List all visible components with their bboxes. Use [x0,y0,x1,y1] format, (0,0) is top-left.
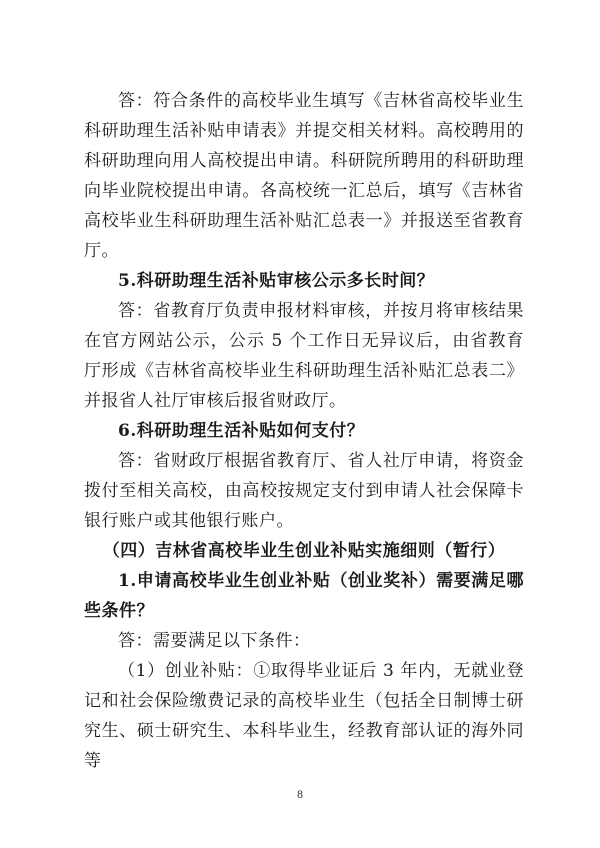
section-heading-4: （四）吉林省高校毕业生创业补贴实施细则（暂行） [102,541,506,561]
answer-paragraph-3: 答：省财政厅根据省教育厅、省人社厅申请，将资金拨付至相关高校，由高校按规定支付到申请人社会保障卡银行账户或其他银行账户。 [84,451,524,531]
answer-paragraph-1: 答：符合条件的高校毕业生填写《吉林省高校毕业生科研助理生活补贴申请表》并提交相关材料。高校聘用的科研助理向用人高校提出申请。科研院所聘用的科研助理向毕业院校提出申请。各高校统一汇总后，填写《吉林省高校毕业生科研助理生活补贴汇总表一》并报送至省教育厅。 [84,91,524,261]
answer-paragraph-2: 答：省教育厅负责申报材料审核，并按月将审核结果在官方网站公示，公示 5 个工作日无异议后，由省教育厅形成《吉林省高校毕业生科研助理生活补贴汇总表二》并报省人社厅审核后报省财政厅。 [84,301,524,411]
document-body [84,86,524,776]
question-heading-5: 5.科研助理生活补贴审核公示多长时间？ [118,271,435,291]
answer-paragraph-4: 答：需要满足以下条件： [118,631,311,651]
question-heading-6: 6.科研助理生活补贴如何支付？ [118,421,365,441]
question-heading-1: 1.申请高校毕业生创业补贴（创业奖补）需要满足哪些条件？ [84,571,524,621]
page-number: 8 [296,790,304,801]
answer-paragraph-5: （1）创业补贴：①取得毕业证后 3 年内，无就业登记和社会保险缴费记录的高校毕业生（包括全日制博士研究生、硕士研究生、本科毕业生，经教育部认证的海外同等 [84,661,524,771]
